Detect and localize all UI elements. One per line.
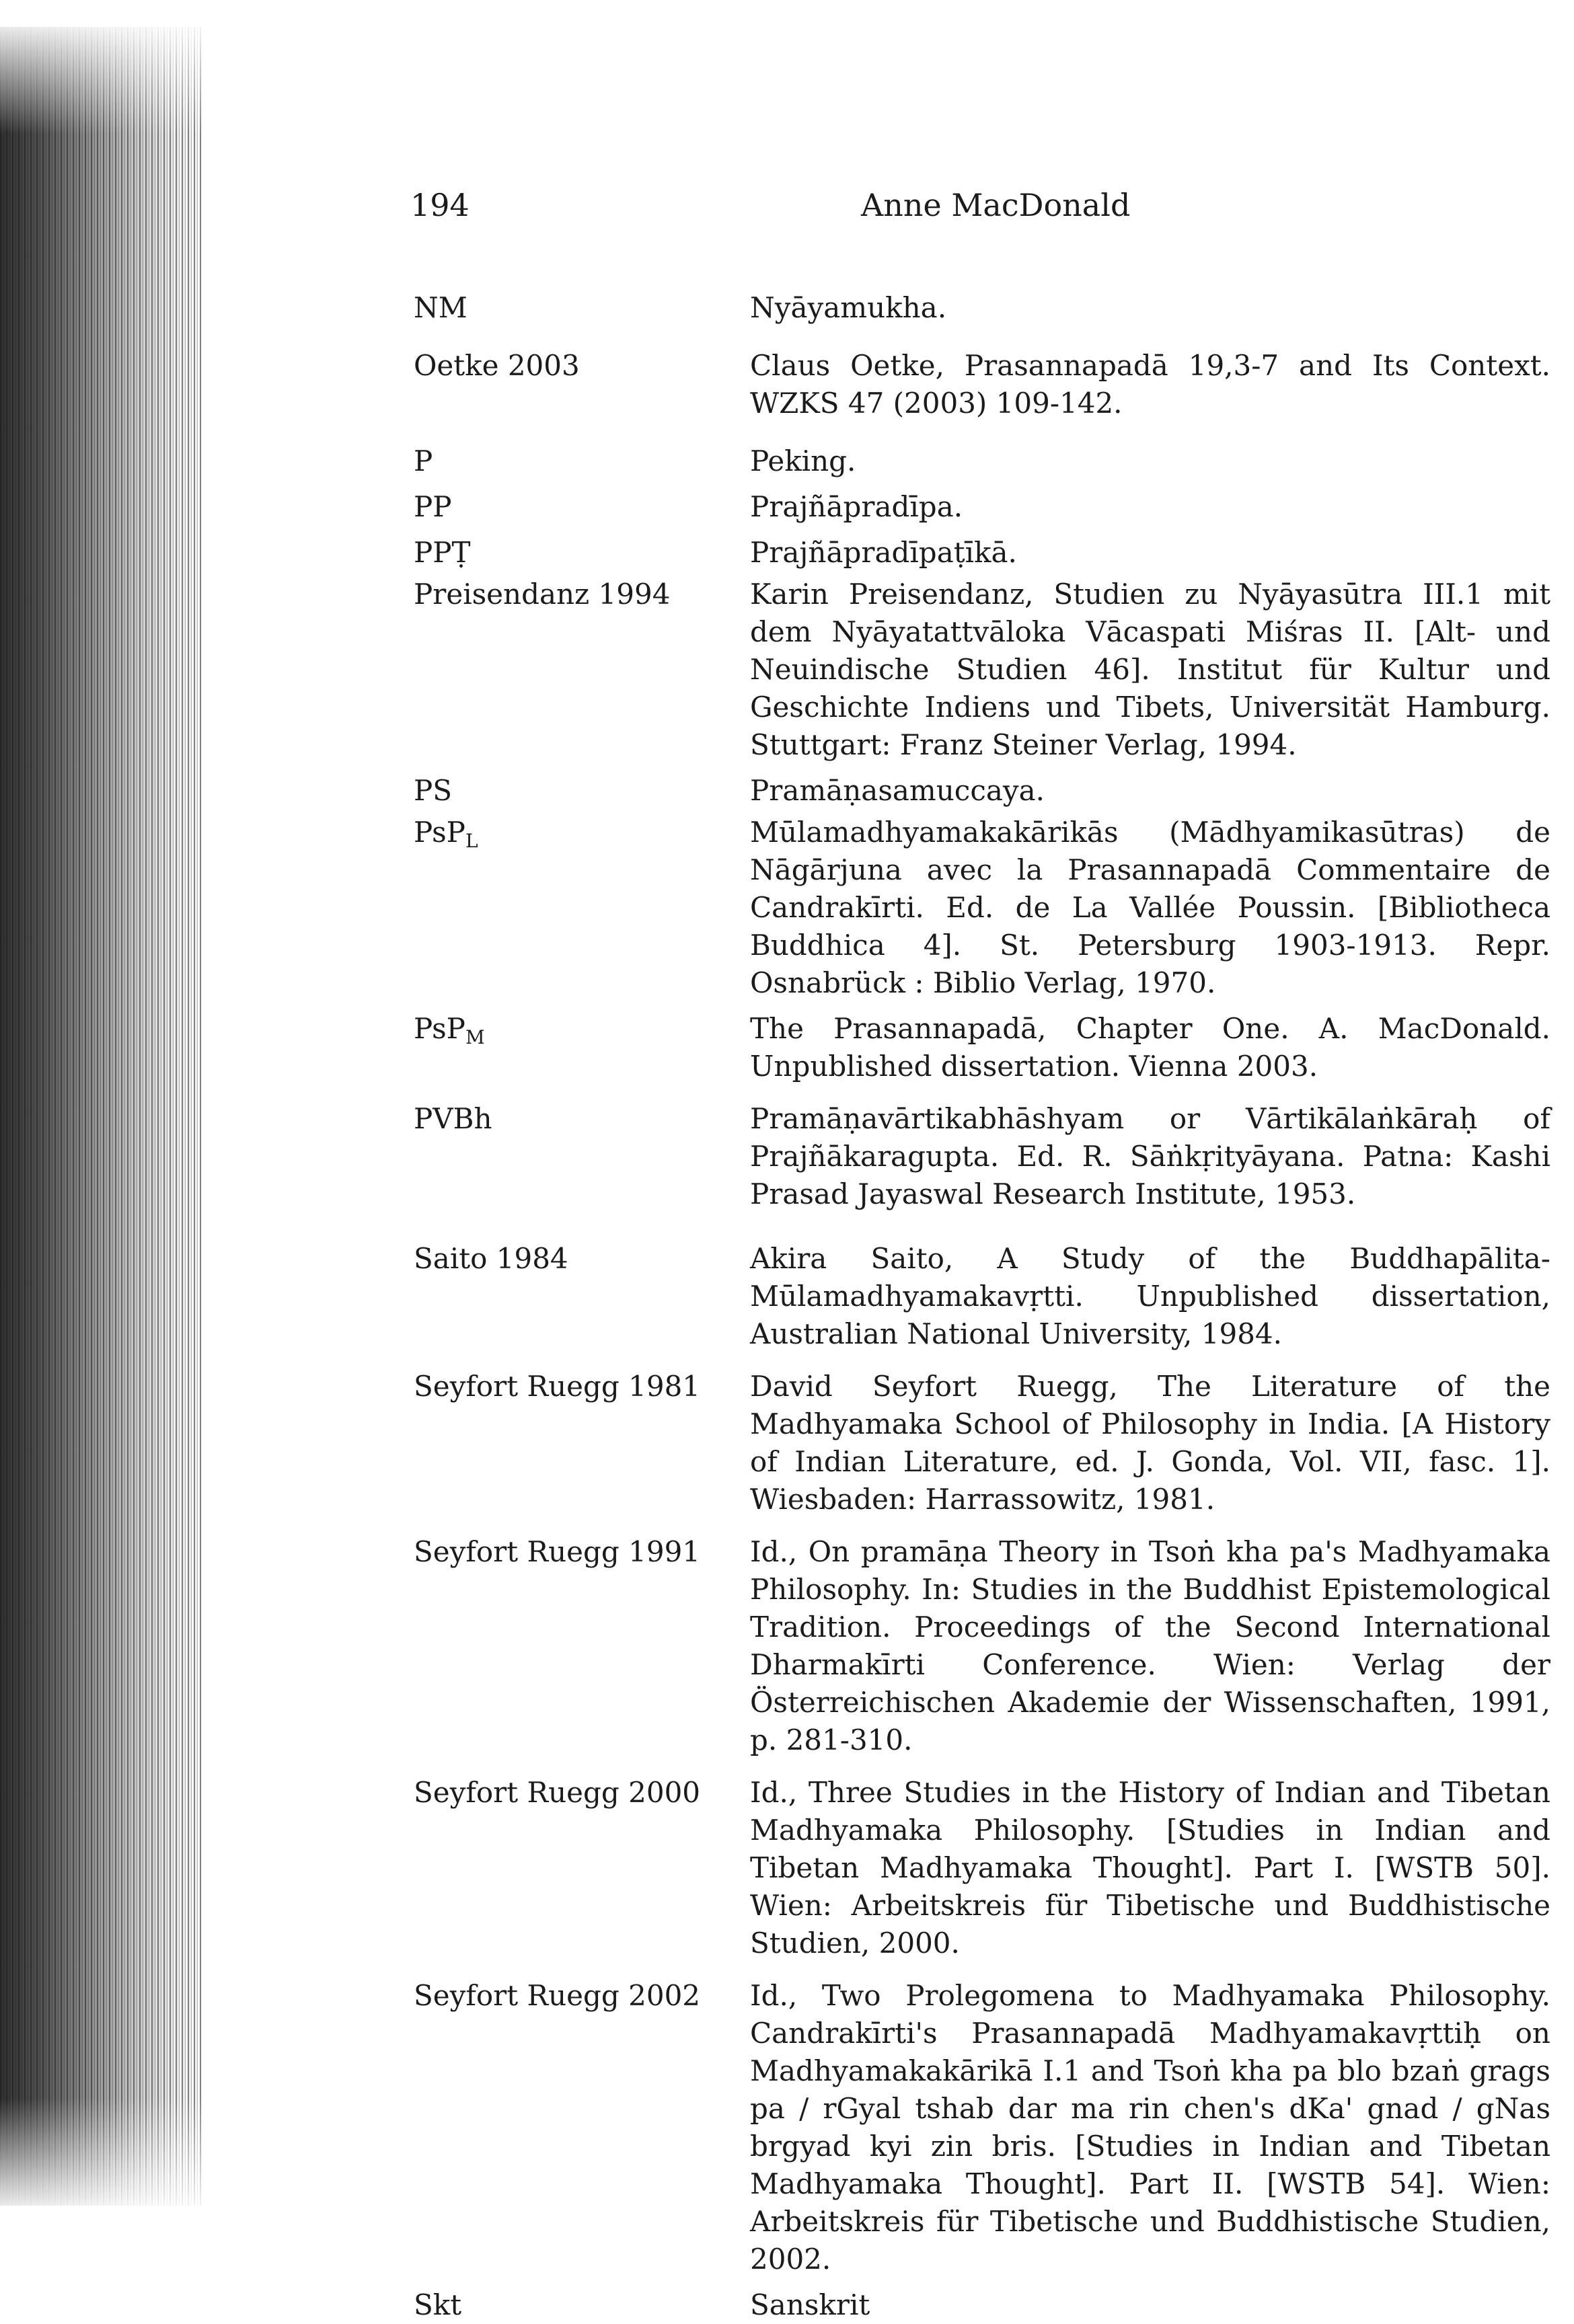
list-item <box>414 289 1567 327</box>
entry-description: Pramāṇavārtikabhāshyam or Vārtikālaṅkāraḥ of Prajñākaragupta. Ed. R. Sāṅkṛityāyana. Patna: Kashi Prasad Jayaswal Research Institute, 1953. <box>750 1102 1550 1210</box>
entry-description: Claus Oetke, Prasannapadā 19,3-7 and Its Context. WZKS 47 (2003) 109-142. <box>750 349 1550 420</box>
running-title: Anne MacDonald <box>861 187 1131 223</box>
entry-description: Mūlamadhyamakakārikās (Mādhyamikasūtras) de Nāgārjuna avec la Prasannapadā Commentaire de Candrakīrti. Ed. de La Vallée Poussin. [Bibliotheca Buddhica 4]. St. Petersburg 1903-1913. Repr. Osnabrück : Biblio Verlag, 1970. <box>750 816 1550 999</box>
list-item <box>414 576 1567 764</box>
entry-description: The Prasannapadā, Chapter One. A. MacDonald. Unpublished dissertation. Vienna 2003. <box>750 1012 1550 1083</box>
page-number: 194 <box>410 187 470 223</box>
entry-term <box>414 814 750 860</box>
entry-description: Id., Two Prolegomena to Madhyamaka Philosophy. Candrakīrti's Prasannapadā Madhyamakavṛttiḥ on Madhyamakakārikā I.1 and Tsoṅ kha pa blo bzaṅ grags pa / rGyal tshab dar ma rin chen's dKa' gnad / gNas brgyad kyi zin bris. [Studies in Indian and Tibetan Madhyamaka Thought]. Part II. [WSTB 54]. Wien: Arbeitskreis für Tibetische und Buddhistische Studien, 2002. <box>750 1979 1550 2276</box>
scan-edge-fade-bottom <box>0 2098 202 2206</box>
entry-term: NM <box>414 291 467 324</box>
list-item <box>414 1368 1567 1518</box>
entry-term: PS <box>414 774 453 807</box>
list-item <box>414 1774 1567 1962</box>
list-item <box>414 772 1567 810</box>
list-item <box>414 347 1567 422</box>
entry-term <box>414 1010 750 1056</box>
list-item <box>414 814 1567 1002</box>
list-item <box>414 1100 1567 1213</box>
entry-description: Id., On pramāṇa Theory in Tsoṅ kha pa's Madhyamaka Philosophy. In: Studies in the Buddhist Epistemological Tradition. Proceedings of the Second International Dharmakīrti Conference. Wien: Verlag der Österreichischen Akademie der Wissenschaften, 1991, p. 281-310. <box>750 1535 1550 1756</box>
entry-term: P <box>414 444 433 477</box>
term-base: PsP <box>414 1012 465 1045</box>
entry-description: Id., Three Studies in the History of Indian and Tibetan Madhyamaka Philosophy. [Studies in Indian and Tibetan Madhyamaka Thought]. Part I. [WSTB 50]. Wien: Arbeitskreis für Tibetische und Buddhistische Studien, 2000. <box>750 1776 1550 1960</box>
list-item <box>414 1240 1567 1353</box>
abbreviations-list <box>414 289 1567 2324</box>
list-item <box>414 488 1567 526</box>
entry-description: Karin Preisendanz, Studien zu Nyāyasūtra III.1 mit dem Nyāyatattvāloka Vācaspati Miśras II. [Alt- und Neuindische Studien 46]. Institut für Kultur und Geschichte Indiens und Tibets, Universität Hamburg. Stuttgart: Franz Steiner Verlag, 1994. <box>750 578 1550 761</box>
list-item <box>414 1010 1567 1085</box>
entry-term: Skt <box>414 2288 462 2321</box>
page-header <box>410 187 1547 227</box>
scan-edge-fade-top <box>0 27 202 134</box>
list-item <box>414 534 1567 572</box>
entry-term: PPṬ <box>414 536 471 569</box>
entry-term: Saito 1984 <box>414 1242 568 1275</box>
entry-description: Peking. <box>750 444 856 477</box>
entry-term: Seyfort Ruegg 2002 <box>414 1979 701 2012</box>
entry-term: Seyfort Ruegg 1991 <box>414 1535 701 1568</box>
entry-term: Oetke 2003 <box>414 349 580 382</box>
entry-term: Seyfort Ruegg 2000 <box>414 1776 701 1809</box>
list-item <box>414 2286 1567 2324</box>
entry-description: Pramāṇasamuccaya. <box>750 774 1045 807</box>
entry-description: Nyāyamukha. <box>750 291 947 324</box>
entry-term: Seyfort Ruegg 1981 <box>414 1370 701 1403</box>
entry-description: Prajñāpradīpaṭīkā. <box>750 536 1017 569</box>
term-subscript: M <box>465 1026 486 1048</box>
scan-edge-shadow <box>0 27 202 2206</box>
entry-term: PVBh <box>414 1102 492 1135</box>
entry-description: David Seyfort Ruegg, The Literature of the Madhyamaka School of Philosophy in India. [A History of Indian Literature, ed. J. Gonda, Vol. VII, fasc. 1]. Wiesbaden: Harrassowitz, 1981. <box>750 1370 1550 1516</box>
term-subscript: L <box>465 830 479 852</box>
entry-description: Sanskrit <box>750 2288 870 2321</box>
list-item <box>414 442 1567 480</box>
entry-term: PP <box>414 490 452 523</box>
term-base: PsP <box>414 816 465 849</box>
entry-description: Prajñāpradīpa. <box>750 490 963 523</box>
entry-term: Preisendanz 1994 <box>414 578 671 611</box>
list-item <box>414 1533 1567 1759</box>
entry-description: Akira Saito, A Study of the Buddhapālita-Mūlamadhyamakavṛtti. Unpublished dissertation, Australian National University, 1984. <box>750 1242 1550 1350</box>
list-item <box>414 1977 1567 2278</box>
